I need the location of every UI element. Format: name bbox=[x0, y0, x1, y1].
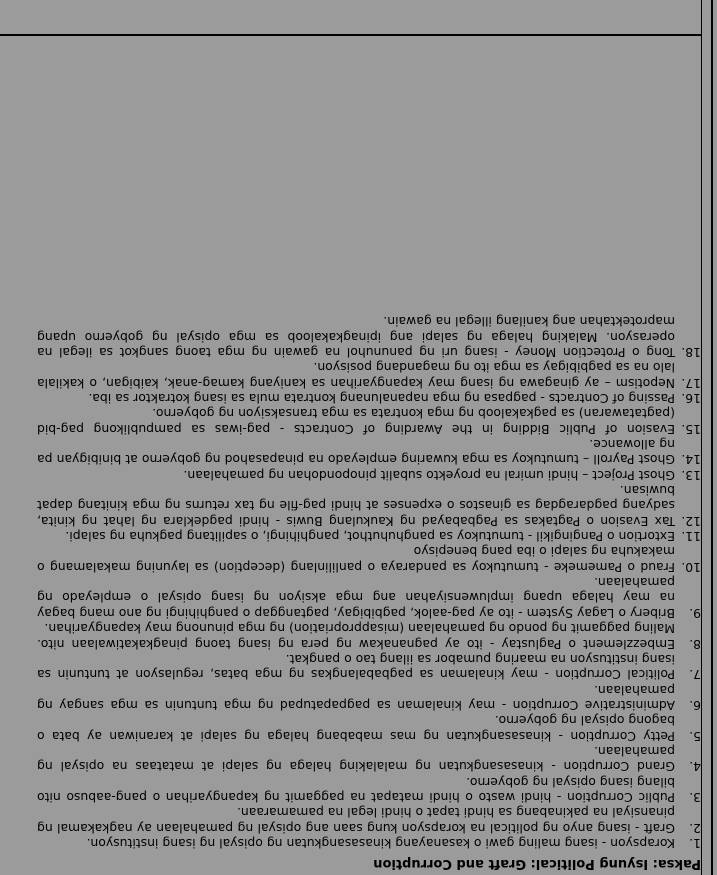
list-item bbox=[37, 406, 701, 437]
item-number: 17. bbox=[681, 375, 701, 391]
item-text: Ghost Project – hindi umiral na proyekto subalit pinopondohan ng pamahalaan. bbox=[183, 467, 675, 483]
list-item bbox=[37, 529, 701, 544]
item-text: Extortion o Pangingikil - tumutukoy sa panghuhuthot, panghihingi, o sapilitang pagkuha ng salapi. bbox=[65, 529, 675, 545]
list-item bbox=[37, 391, 701, 406]
item-text: Administrative Corruption - may kinalaman sa pagpapatupad ng mga tuntunin sa mga sangay ng pamahalaan. bbox=[37, 682, 675, 713]
item-number: 11. bbox=[681, 529, 701, 545]
list-item bbox=[37, 575, 701, 621]
item-number: 2. bbox=[689, 820, 701, 836]
list-item bbox=[37, 437, 701, 468]
item-number: 5. bbox=[689, 728, 701, 744]
list-item bbox=[37, 314, 701, 360]
item-number: 12. bbox=[681, 513, 701, 529]
item-number: 10. bbox=[681, 559, 701, 575]
item-text: Bribery o Lagay System - ito ay pag-aalok, pagbibigay, pagtanggap o panghihingi ng ano mang bagay na may halaga upang impluwensiyahan ang mga aksiyon ng isang opisyal o empleyado ng pamahalaan. bbox=[37, 575, 675, 621]
item-number: 13. bbox=[681, 467, 701, 483]
item-text: Korapsyon - isang maling gawi o kasanayang kinasasangkutan ng opisyal ng isang institusyon. bbox=[86, 836, 675, 851]
item-text: Graft - isang anyo ng political na korapsyon kung saan ang opisyal ng pamahalaan ay nagkakamal ng pinansiyal na pakinabang sa hindi tapat o hindi legal na pamamaraan. bbox=[37, 805, 675, 836]
list-item bbox=[37, 652, 701, 683]
margin-rule-outer bbox=[711, 0, 713, 875]
item-number: 16. bbox=[681, 391, 701, 407]
item-number: 14. bbox=[681, 452, 701, 468]
term-list bbox=[37, 314, 701, 851]
item-text: Nepotism – ay ginagawa ng isang may kapangyarihan sa kaniyang kamag-anak, kaibigan, o kakilala lalo na sa pagbibigay sa mga ito ng magandang posisyon. bbox=[37, 360, 675, 391]
item-number: 18. bbox=[681, 345, 701, 360]
bottom-rule bbox=[0, 34, 702, 36]
item-number: 15. bbox=[681, 421, 701, 437]
item-text: Tong o Protection Money - isang uri ng panunuhol na gawain ng mga taong sangkot sa ilegal na operasyon. Malaking halaga ng salapi ang ipinagkakaloob sa mga opisyal ng gobyerno upang maprotektahan ang kanilang illegal na gawain. bbox=[37, 314, 675, 360]
item-text: Tax Evasion o Pagtakas sa Pagbabayad ng Kaukulang Buwis - hindi pagdeklara ng lahat ng kinita, sadyang pagdaragdag sa ginastos o expenses at hindi pag-file ng tax returns ng mga kinitang dapat buwisan. bbox=[37, 483, 675, 529]
item-number: 8. bbox=[689, 636, 701, 652]
item-number: 7. bbox=[689, 667, 701, 683]
margin-rule-inner bbox=[701, 0, 702, 875]
item-text: Evasion of Public Bidding in the Awarding of Contracts - pag-iwas sa pampublikong pag-bid (pagtatawaran) sa pagkakaloob ng mga kontrata sa mga transaksiyon ng gobyerno. bbox=[37, 406, 675, 437]
list-item bbox=[37, 682, 701, 713]
list-item bbox=[37, 713, 701, 744]
item-number: 1. bbox=[689, 836, 701, 851]
item-text: Embezzlement o Paglustay - ito ay pagnanakaw ng pera ng isang taong pinagkakatiwalaan nito. Maling paggamit ng pondo ng pamahalaan (misappropriation) ng mga pinunong may kapangyarihan. bbox=[37, 621, 675, 652]
item-text: Ghost Payroll – tumutukoy sa mga kuwaring empleyado na pinapasahod ng gobyerno at binibigyan pa ng allowance. bbox=[37, 437, 675, 468]
item-text: Grand Corruption - kinasasangkutan ng malalaking halaga ng salapi at matataas na opisyal ng pamahalaan. bbox=[37, 743, 675, 775]
list-item bbox=[37, 483, 701, 529]
item-text: Fraud o Pamemeke - tumutukoy sa pandaraya o panlilinlang (deception) sa layuning makalamang o makakuha ng salapi o iba pang benepisyo bbox=[37, 544, 675, 575]
item-number: 6. bbox=[689, 697, 701, 713]
list-item bbox=[37, 744, 701, 775]
document-title: Paksa: Isyung Political: Graft and Corruption bbox=[373, 856, 701, 871]
item-number: 4. bbox=[689, 759, 701, 775]
list-item bbox=[37, 805, 701, 836]
list-item bbox=[37, 774, 701, 805]
item-text: Petty Corruption - kinasasangkutan ng mas mababang halaga ng salapi at karaniwan ay bata o bagong opisyal ng gobyerno. bbox=[37, 713, 675, 744]
list-item bbox=[37, 621, 701, 652]
list-item bbox=[37, 544, 701, 575]
list-item bbox=[37, 360, 701, 391]
item-text: Passing of Contracts - pagpasa ng mga napanalunang kontrata mula sa isang kotraktor sa iba. bbox=[88, 391, 675, 407]
item-number: 9. bbox=[689, 605, 701, 621]
list-item bbox=[37, 467, 701, 482]
list-item bbox=[37, 836, 701, 851]
item-text: Political Corruption - may kinalaman sa pagbabalangkas ng mga batas, regulasyon at tuntunin sa isang institusyon na maaring pumabor sa iilang tao o pangkat. bbox=[37, 651, 675, 683]
item-text: Public Corruption - hindi wasto o hindi matapat na paggamit ng kapangyarihan o pang-aabuso nito bilang isang opisyal ng gobyerno. bbox=[37, 774, 675, 805]
item-number: 3. bbox=[689, 789, 701, 805]
